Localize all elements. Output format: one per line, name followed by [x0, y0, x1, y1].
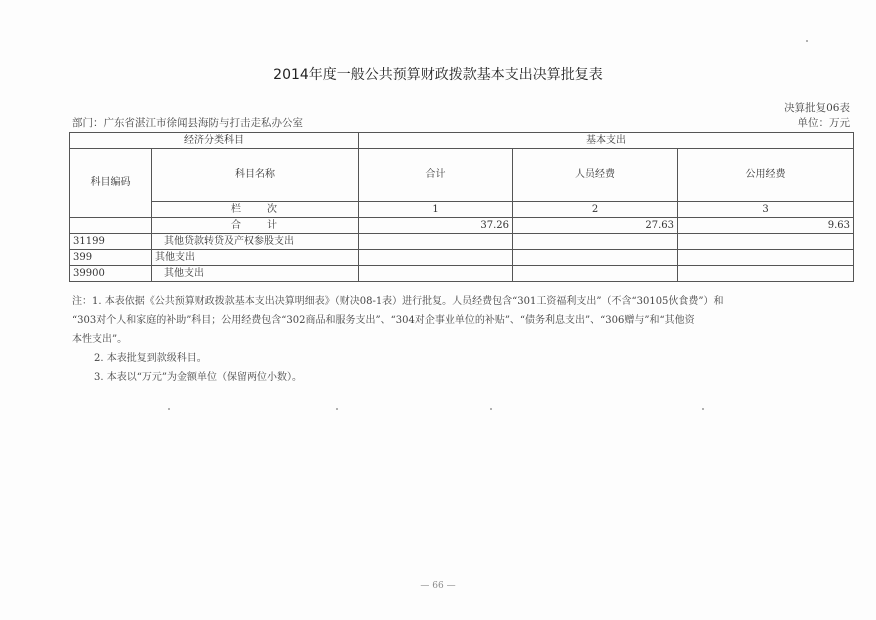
row-code: 399	[70, 250, 152, 266]
notes-section	[72, 292, 852, 387]
header-personnel: 人员经费	[513, 149, 678, 202]
row-public	[678, 234, 854, 250]
total-value-public: 9.63	[678, 218, 854, 234]
lanci-label: 栏 次	[152, 202, 359, 218]
total-label: 合 计	[152, 218, 359, 234]
lanci-3: 3	[678, 202, 854, 218]
table-row-lanci	[70, 202, 854, 218]
note-line-4: 2. 本表批复到款级科目。	[94, 353, 207, 364]
note-line-2: “303对个人和家庭的补助”科目；公用经费包含“302商品和服务支出”、“304对企事业单位的补贴”、“债务利息支出”、“306赠与”和“其他资	[72, 315, 695, 326]
table-row	[70, 234, 854, 250]
table-header-row-1	[70, 133, 854, 149]
row-total	[359, 250, 513, 266]
budget-table	[69, 132, 854, 282]
row-personnel	[513, 234, 678, 250]
lanci-2: 2	[513, 202, 678, 218]
scan-speck	[336, 408, 338, 410]
department-label: 部门：广东省湛江市徐闻县海防与打击走私办公室	[72, 117, 303, 129]
table-row-total	[70, 218, 854, 234]
note-line-3: 本性支出”。	[72, 334, 128, 345]
row-name: 其他支出	[152, 266, 359, 282]
row-code: 39900	[70, 266, 152, 282]
form-code: 决算批复06表	[784, 102, 850, 114]
scan-speck	[168, 408, 170, 410]
table-row	[70, 266, 854, 282]
row-public	[678, 250, 854, 266]
header-subject-name: 科目名称	[152, 149, 359, 202]
row-name: 其他贷款转贷及产权参股支出	[152, 234, 359, 250]
total-code	[70, 218, 152, 234]
total-value-sum: 37.26	[359, 218, 513, 234]
header-econ-category: 经济分类科目	[70, 133, 359, 149]
header-total: 合计	[359, 149, 513, 202]
row-total	[359, 266, 513, 282]
row-total	[359, 234, 513, 250]
row-public	[678, 266, 854, 282]
row-personnel	[513, 266, 678, 282]
header-basic-expenditure: 基本支出	[359, 133, 854, 149]
scan-speck	[490, 408, 492, 410]
header-subject-code: 科目编码	[70, 149, 152, 218]
total-value-personnel: 27.63	[513, 218, 678, 234]
row-code: 31199	[70, 234, 152, 250]
unit-label: 单位：万元	[797, 117, 850, 129]
scan-speck	[806, 40, 808, 42]
note-line-1: 注：1. 本表依据《公共预算财政拨款基本支出决算明细表》（财决08-1表）进行批复。人员经费包含“301工资福利支出”（不含“30105伙食费”）和	[72, 296, 724, 307]
page-number: — 66 —	[420, 581, 456, 591]
row-personnel	[513, 250, 678, 266]
row-name: 其他支出	[152, 250, 359, 266]
table-row	[70, 250, 854, 266]
note-line-5: 3. 本表以“万元”为金额单位（保留两位小数）。	[94, 372, 302, 383]
lanci-1: 1	[359, 202, 513, 218]
scan-speck	[702, 408, 704, 410]
header-public: 公用经费	[678, 149, 854, 202]
report-title: 2014年度一般公共预算财政拨款基本支出决算批复表	[273, 67, 603, 83]
